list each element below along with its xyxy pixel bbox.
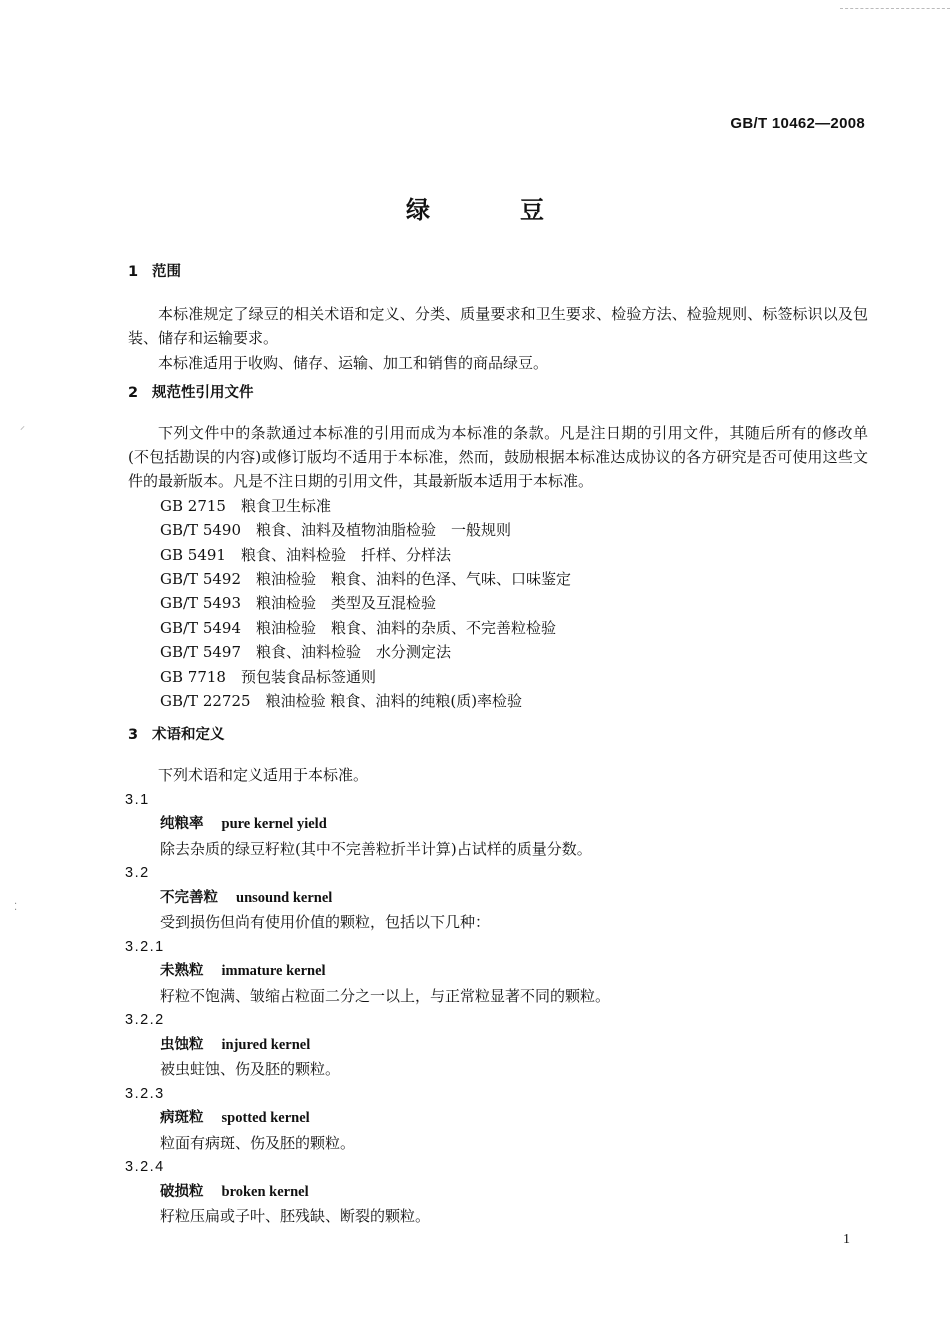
term-en: injured kernel [221,1036,311,1053]
reference-title: 粮油检验 粮食、油料的纯粮(质)率检验 [265,692,523,711]
reference-item [128,543,868,567]
references-intro: 下列文件中的条款通过本标准的引用而成为本标准的条款。凡是注日期的引用文件，其随后所有的修改单(不包括勘误的内容)或修订版均不适用于本标准，然而，鼓励根据本标准达成协议的各方研究是否可使用这些文件的最新版本。凡是不注日期的引用文件，其最新版本适用于本标准。 [128,423,868,491]
top-edge-line [840,8,950,9]
term-zh: 虫蚀粒 [160,1036,204,1053]
term-number: 3.2.4 [125,1159,165,1176]
term-en: broken kernel [221,1183,309,1200]
term-heading [128,1180,868,1205]
scan-mark: ⸝ [20,421,25,432]
term-number: 3.2 [125,865,150,882]
title-char-1: 绿 [406,196,430,224]
reference-item [128,689,868,713]
term-en: spotted kernel [221,1110,310,1127]
reference-title: 预包装食品标签通则 [240,667,376,686]
document-title [0,190,950,225]
reference-title: 粮油检验 粮食、油料的杂质、不完善粒检验 [256,618,557,637]
term-definition: 粒面有病斑、伤及胚的颗粒。 [160,1133,356,1152]
term-zh: 破损粒 [160,1183,204,1200]
term-en: immature kernel [221,963,326,980]
reference-title: 粮食、油料检验 扦样、分样法 [240,545,451,564]
reference-title: 粮食、油料检验 水分测定法 [256,643,452,662]
reference-item [128,567,868,591]
section-title: 规范性引用文件 [152,384,254,401]
section-number: 1 [128,264,139,280]
reference-code: GB 7718 [160,667,226,686]
term-number: 3.2.1 [125,938,165,955]
page-number: 1 [843,1232,850,1247]
reference-item [128,665,868,689]
term-heading [128,959,868,984]
reference-item [128,518,868,542]
term-zh: 未熟粒 [160,963,204,980]
section-heading-terms [128,723,868,747]
scan-mark: ⁚ [14,902,18,913]
reference-item [128,616,868,640]
term-heading [128,812,868,837]
term-heading [128,886,868,911]
reference-code: GB 5491 [160,545,226,564]
section-title: 范围 [152,264,181,280]
reference-code: GB/T 5494 [160,618,242,637]
term-definition: 籽粒不饱满、皱缩占粒面二分之一以上，与正常粒显著不同的颗粒。 [160,986,611,1005]
reference-code: GB/T 5493 [160,594,242,613]
document-body [125,258,868,1229]
term-definition: 被虫蛀蚀、伤及胚的颗粒。 [160,1060,341,1079]
term-number: 3.2.3 [125,1085,165,1102]
term-en: pure kernel yield [221,816,327,833]
reference-item [128,494,868,518]
section-number: 2 [128,384,139,401]
term-en: unsound kernel [236,889,333,906]
term-number: 3.1 [125,791,150,808]
term-heading [128,1033,868,1058]
term-zh: 病斑粒 [160,1110,204,1127]
reference-list [128,494,868,714]
reference-title: 粮食、油料及植物油脂检验 一般规则 [256,521,512,540]
reference-code: GB/T 5492 [160,570,242,588]
term-heading [128,1106,868,1131]
reference-title: 粮油检验 类型及互混检验 [256,594,437,613]
term-definition: 籽粒压扁或子叶、胚残缺、断裂的颗粒。 [160,1207,431,1226]
term-zh: 不完善粒 [160,889,218,906]
scope-paragraph: 本标准适用于收购、储存、运输、加工和销售的商品绿豆。 [158,353,549,372]
terms-intro: 下列术语和定义适用于本标准。 [158,766,369,785]
term-number: 3.2.2 [125,1012,165,1029]
reference-code: GB/T 5490 [160,521,242,540]
title-char-2: 豆 [520,196,544,224]
scope-paragraph: 本标准规定了绿豆的相关术语和定义、分类、质量要求和卫生要求、检验方法、检验规则、标签标识以及包装、储存和运输要求。 [128,305,868,348]
reference-code: GB/T 22725 [160,692,251,711]
reference-title: 粮食卫生标准 [240,496,331,515]
section-heading-scope [128,260,868,284]
section-heading-references [128,381,868,405]
reference-item [128,591,868,615]
reference-item [128,640,868,664]
term-zh: 纯粮率 [160,816,204,833]
reference-code: GB 2715 [160,496,226,515]
section-number: 3 [128,727,139,744]
term-definition: 除去杂质的绿豆籽粒(其中不完善粒折半计算)占试样的质量分数。 [160,839,592,858]
reference-title: 粮油检验 粮食、油料的色泽、气味、口味鉴定 [256,570,572,588]
section-title: 术语和定义 [152,727,225,744]
reference-code: GB/T 5497 [160,643,242,662]
standard-number: GB/T 10462—2008 [730,115,865,132]
term-definition: 受到损伤但尚有使用价值的颗粒，包括以下几种： [160,913,491,932]
